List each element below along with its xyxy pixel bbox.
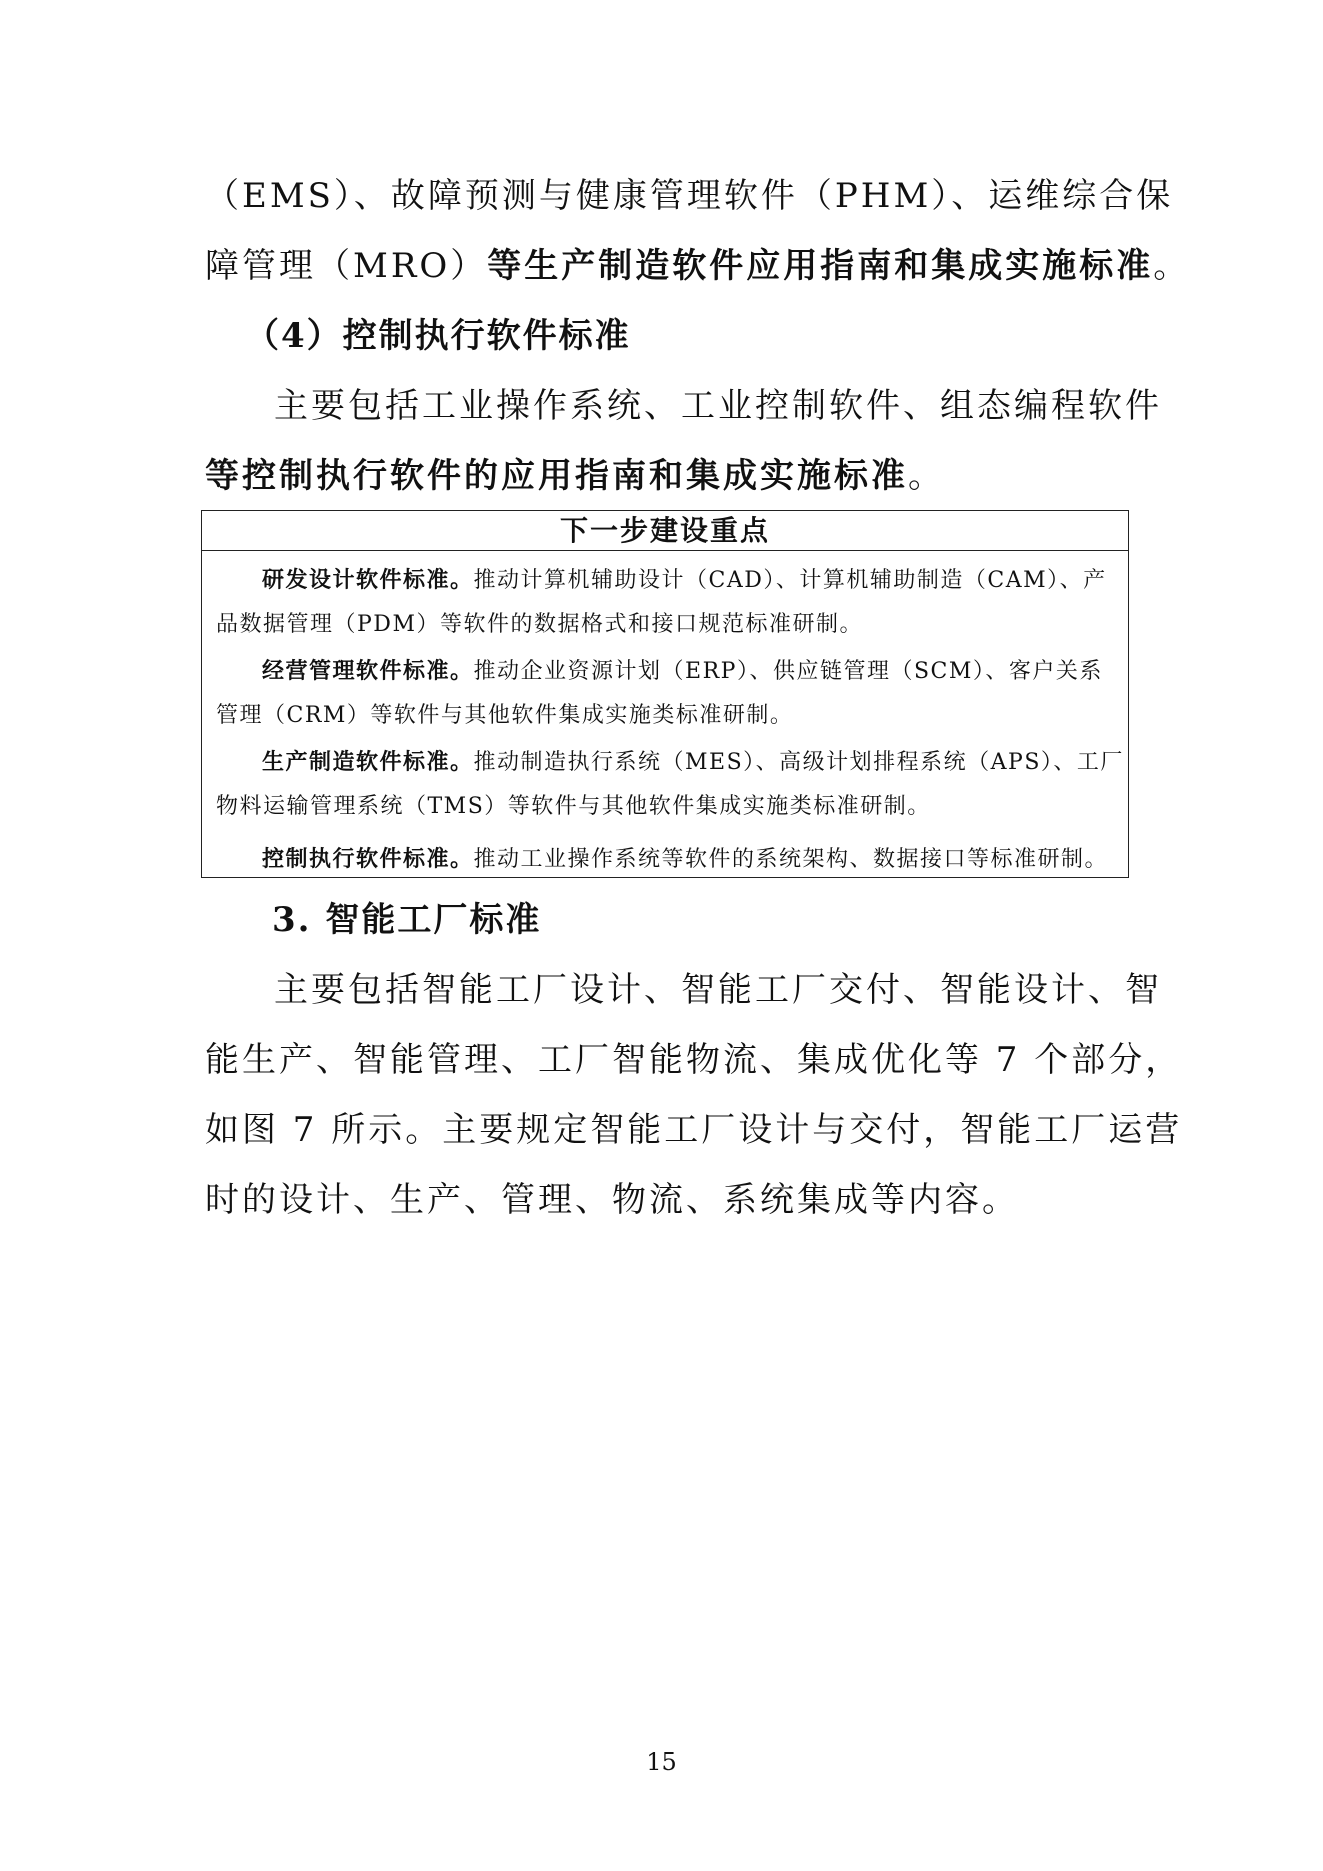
paragraph-line (205, 172, 1174, 220)
paragraph-line (205, 242, 1191, 290)
box-item-text: 管理（CRM）等软件与其他软件集成实施类标准研制。 (216, 703, 794, 728)
section-heading: （4）控制执行软件标准 (245, 316, 631, 356)
box-item-text: 推动计算机辅助设计（CAD）、计算机辅助制造（CAM）、产 (473, 568, 1107, 593)
paragraph-line (205, 1036, 1183, 1084)
box-line (262, 565, 1118, 596)
paragraph-text: 主要包括工业操作系统、工业控制软件、组态编程软件 (274, 386, 1162, 426)
page-number: 15 (646, 1748, 677, 1776)
box-item-label: 生产制造软件标准。 (262, 749, 474, 775)
box-item-text: 推动制造执行系统（MES）、高级计划排程系统（APS）、工厂 (473, 750, 1124, 775)
paragraph-text: 如图 7 所示。主要规定智能工厂设计与交付，智能工厂运营 (205, 1110, 1183, 1150)
paragraph-text: 。 (908, 456, 945, 496)
paragraph-text: 能生产、智能管理、工厂智能物流、集成优化等 7 个部分， (205, 1040, 1183, 1080)
paragraph-line (274, 382, 1162, 430)
paragraph-line (205, 452, 1135, 500)
bold-text: 等生产制造软件应用指南和集成实施标准 (487, 246, 1154, 286)
paragraph-line (274, 966, 1162, 1014)
box-item-text: 物料运输管理系统（TMS）等软件与其他软件集成实施类标准研制。 (216, 794, 931, 819)
box-line (216, 701, 1116, 731)
paragraph-line (205, 1106, 1183, 1154)
box-line (216, 610, 1116, 640)
box-item-text: 推动工业操作系统等软件的系统架构、数据接口等标准研制。 (473, 847, 1109, 872)
paragraph-text: （EMS）、故障预测与健康管理软件（PHM）、运维综合保 (205, 176, 1174, 216)
box-item-label: 经营管理软件标准。 (262, 658, 474, 684)
box-item-text: 品数据管理（PDM）等软件的数据格式和接口规范标准研制。 (216, 612, 863, 637)
paragraph-text: 。 (1153, 246, 1191, 286)
key-points-box (201, 510, 1129, 878)
box-line (262, 656, 1118, 687)
box-line (216, 792, 1116, 822)
box-title: 下一步建设重点 (202, 511, 1128, 551)
section-heading: 3. 智能工厂标准 (272, 900, 542, 940)
paragraph-text: 时的设计、生产、管理、物流、系统集成等内容。 (205, 1180, 1019, 1220)
box-item-label: 研发设计软件标准。 (262, 567, 474, 593)
paragraph-text: 障管理（MRO） (205, 246, 488, 286)
paragraph-line (205, 1176, 1135, 1224)
box-item-text: 推动企业资源计划（ERP）、供应链管理（SCM）、客户关系 (473, 659, 1103, 684)
paragraph-text: 主要包括智能工厂设计、智能工厂交付、智能设计、智 (274, 970, 1162, 1010)
box-line (262, 747, 1124, 778)
bold-text: 等控制执行软件的应用指南和集成实施标准 (205, 456, 908, 496)
box-item-label: 控制执行软件标准。 (262, 846, 474, 872)
box-line (262, 844, 1118, 875)
